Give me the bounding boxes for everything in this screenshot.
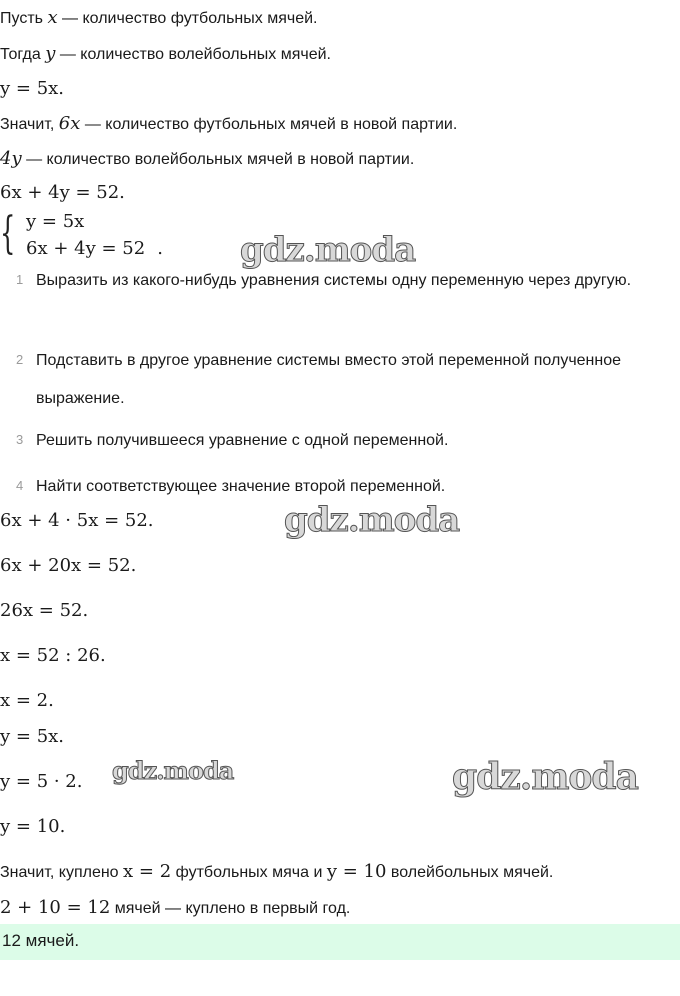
solution-line-7: y = 5 · 2. (0, 771, 83, 792)
answer-text: 12 мячей. (2, 931, 80, 950)
solution-line-4: x = 52 : 26. (0, 645, 106, 666)
watermark-logo: gdz.moda (452, 756, 638, 798)
step-3: 3 Решить получившееся уравнение с одной переменной. (16, 432, 449, 449)
system-row-1: y = 5x (26, 211, 85, 232)
equation-y-5x: y = 5x. (0, 78, 65, 99)
system-row-2: 6x + 4y = 52 . (26, 238, 163, 259)
intro-line-4: Значит, 6x — количество футбольных мячей в новой партии. (0, 113, 458, 134)
step-4: 4 Найти соответствующее значение второй переменной. (16, 478, 446, 495)
intro-line-1: Пусть x — количество футбольных мячей. (0, 7, 318, 28)
watermark-logo: gdz.moda (112, 756, 234, 785)
solution-line-1: 6x + 4 · 5x = 52. (0, 510, 154, 531)
solution-line-3: 26x = 52. (0, 600, 89, 621)
intro-line-5: 4y — количество волейбольных мячей в новой партии. (0, 148, 415, 169)
answer-box (0, 924, 680, 960)
step-2: 2 Подставить в другое уравнение системы вместо этой переменной полученное выражение. (16, 352, 622, 407)
system-brace: { (0, 208, 16, 259)
watermark-logo: gdz.moda (240, 230, 416, 270)
conclusion-line: Значит, куплено x = 2 футбольных мяча и y = 10 волейбольных мячей. (0, 861, 554, 882)
solution-line-2: 6x + 20x = 52. (0, 555, 137, 576)
solution-line-5: x = 2. (0, 690, 54, 711)
sum-line: 2 + 10 = 12 мячей — куплено в первый год. (0, 897, 351, 918)
step-1: 1 Выразить из какого-нибудь уравнения системы одну переменную через другую. (16, 272, 632, 289)
intro-line-2: Тогда y — количество волейбольных мячей. (0, 43, 331, 64)
watermark-logo: gdz.moda (284, 500, 460, 540)
solution-line-8: y = 10. (0, 816, 66, 837)
equation-6x-4y: 6x + 4y = 52. (0, 182, 125, 203)
solution-line-6: y = 5x. (0, 726, 65, 747)
